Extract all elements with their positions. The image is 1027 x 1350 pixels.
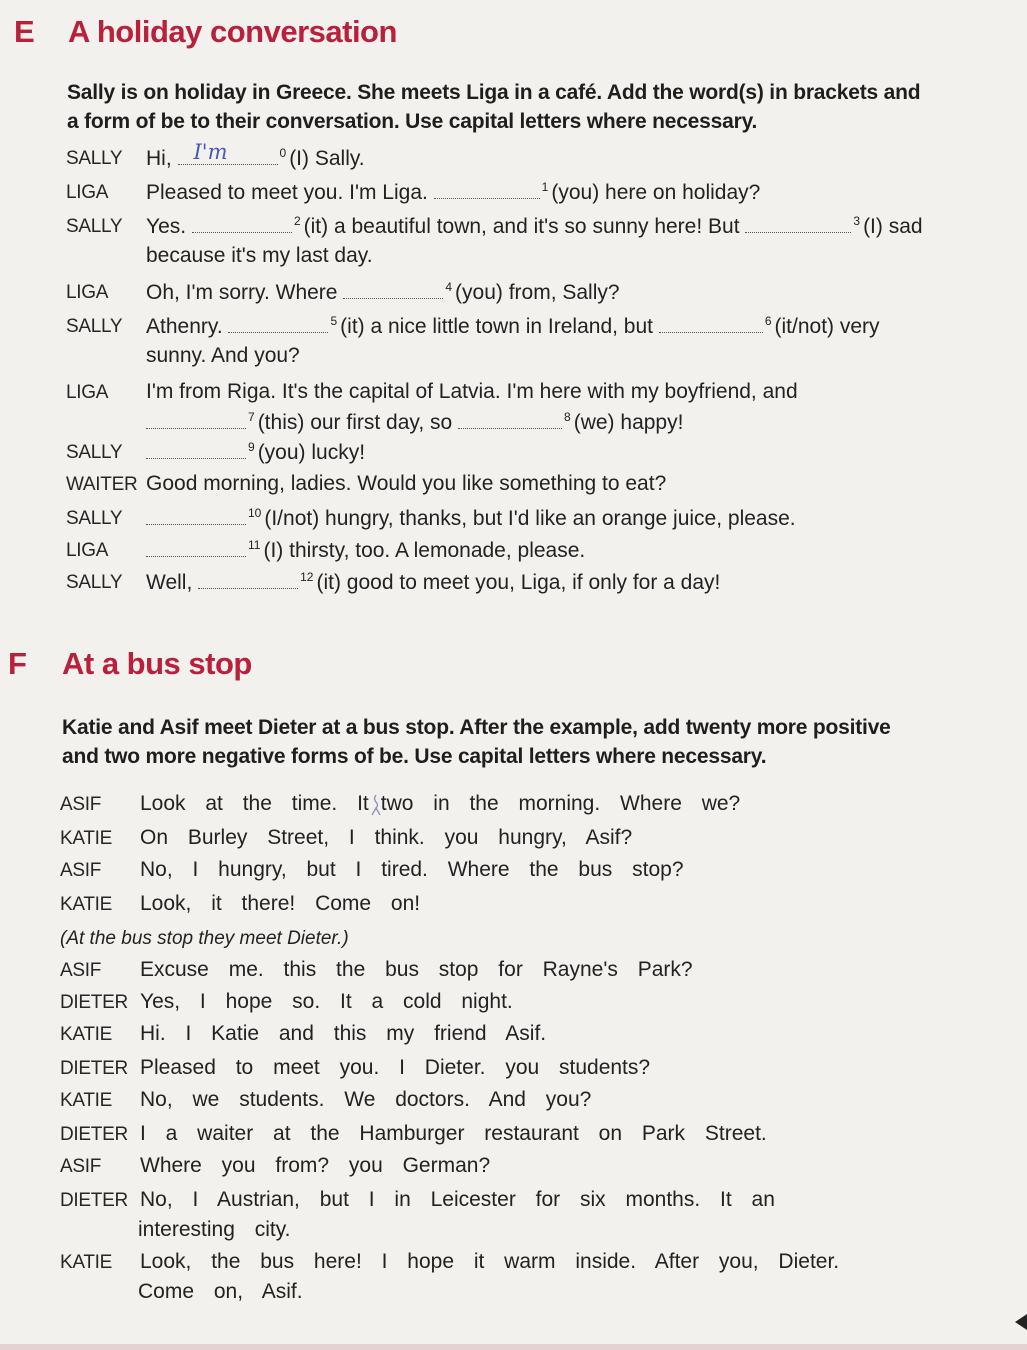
example-answer: I'm [193,140,228,164]
dialogue-line [0,1154,1000,1186]
answer-blank[interactable] [192,214,292,233]
question-number: 0 [279,146,287,160]
dialogue-content [140,1188,775,1212]
dialogue-text: Good morning, ladies. Would you like something to eat? [146,472,667,495]
speaker-name: SALLY [66,216,123,237]
speaker-name: SALLY [66,148,123,169]
section-letter: E [14,14,35,49]
dialogue-text: (it) good to meet you, Liga, if only for a day! [316,571,721,594]
dialogue-text: Pleased to meet you. I Dieter. you students? [140,1056,651,1079]
question-number: 5 [330,314,338,328]
dialogue-line [0,892,1000,924]
answer-blank[interactable] [458,410,562,429]
dialogue-line [0,314,1000,346]
insertion-caret-icon [371,793,379,815]
speaker-name: SALLY [66,442,123,463]
dialogue-text: Hi, [146,147,178,170]
question-number: 3 [853,214,861,228]
speaker-name: ASIF [60,960,102,981]
speaker-name: KATIE [60,1024,112,1045]
dialogue-text: (I/not) hungry, thanks, but I'd like an orange juice, please. [264,507,796,530]
speaker-name: KATIE [60,828,112,849]
speaker-name: SALLY [66,572,123,593]
dialogue-text: Pleased to meet you. I'm Liga. [146,181,434,204]
instruction-line: a form of be to their conversation. Use capital letters where necessary. [67,110,758,133]
dialogue-text: Yes, I hope so. It a cold night. [140,990,513,1013]
speaker-name: SALLY [66,508,123,529]
section-f-heading [8,646,508,690]
section-f-instructions [62,713,891,771]
dialogue-content [140,892,420,916]
speaker-name: DIETER [60,1058,128,1079]
dialogue-continuation [146,410,683,435]
dialogue-line [0,570,1000,602]
section-f-dialogue [0,790,1027,1330]
speaker-name: KATIE [60,1090,112,1111]
dialogue-content [146,506,796,531]
answer-blank[interactable] [343,280,443,299]
dialogue-content [146,280,620,305]
dialogue-text: (you) here on holiday? [551,181,761,204]
answer-blank[interactable] [434,180,540,199]
dialogue-line [0,858,1000,890]
question-number: 2 [293,214,301,228]
answer-blank[interactable] [146,410,246,429]
speaker-name: DIETER [60,1190,128,1211]
answer-blank[interactable] [228,314,328,333]
dialogue-text: two in the morning. Where we? [380,792,741,815]
dialogue-text: Look, the bus here! I hope it warm inside. After you, Dieter. [140,1250,840,1273]
section-title: At a bus stop [62,646,252,681]
speaker-name: SALLY [66,316,123,337]
answer-blank[interactable] [745,214,851,233]
dialogue-text: (I) thirsty, too. A lemonade, please. [263,539,586,562]
question-number: 8 [564,410,571,424]
dialogue-content [140,1056,650,1080]
dialogue-content [146,314,880,339]
question-number: 12 [300,570,314,584]
dialogue-content [140,826,632,850]
dialogue-content [140,958,693,982]
answer-blank[interactable] [146,440,246,459]
dialogue-text: (it/not) very [774,315,880,338]
dialogue-text: (you) lucky! [257,441,366,464]
question-number: 6 [764,314,772,328]
dialogue-content [146,180,760,205]
speaker-name: LIGA [66,540,109,561]
answer-blank[interactable] [659,314,763,333]
dialogue-content [140,1250,839,1274]
speaker-name: KATIE [60,1252,112,1273]
dialogue-line [0,792,1000,824]
dialogue-text: I a waiter at the Hamburger restaurant on Park Street. [140,1122,767,1145]
dialogue-text: Look at the time. It [140,792,369,815]
section-title: A holiday conversation [68,14,397,49]
dialogue-line [0,1122,1000,1154]
dialogue-text: Athenry. [146,315,229,338]
dialogue-line [0,538,1000,570]
question-number: 1 [541,180,549,194]
dialogue-line [0,1056,1000,1088]
dialogue-content [146,380,798,404]
speaker-name: WAITER [66,474,138,495]
dialogue-text: (it) a beautiful town, and it's so sunny here! But [303,215,746,238]
page-corner-arrow-icon [1015,1314,1027,1330]
dialogue-content [146,140,365,171]
dialogue-text: No, we students. We doctors. And you? [140,1088,592,1111]
dialogue-continuation: Come on, Asif. [138,1280,303,1303]
dialogue-line [0,826,1000,858]
dialogue-content [146,538,585,563]
dialogue-content [140,1088,591,1112]
dialogue-line [0,380,1000,412]
speaker-name: ASIF [60,794,102,815]
dialogue-text: Well, [146,571,199,594]
dialogue-content [140,858,684,882]
dialogue-line [0,1088,1000,1120]
dialogue-text: (this) our first day, so [257,411,459,434]
speaker-name: KATIE [60,894,112,915]
dialogue-text: No, I hungry, but I tired. Where the bus stop? [140,858,684,881]
dialogue-text: Where you from? you German? [140,1154,491,1177]
instruction-line: Sally is on holiday in Greece. She meets Liga in a café. Add the word(s) in brackets and [67,81,921,104]
dialogue-text: On Burley Street, I think. you hungry, Asif? [140,826,633,849]
dialogue-content [146,440,365,465]
dialogue-line [0,990,1000,1022]
dialogue-line [0,472,1000,504]
dialogue-text: (you) from, Sally? [455,281,620,304]
dialogue-continuation: because it's my last day. [146,244,373,267]
section-e-heading [14,14,514,58]
question-number: 4 [445,280,453,294]
dialogue-content [140,1122,767,1146]
example-answer-blank[interactable] [178,140,278,165]
dialogue-line [0,1022,1000,1054]
dialogue-text: I'm from Riga. It's the capital of Latvia. I'm here with my boyfriend, and [146,380,798,403]
dialogue-content [140,1022,546,1046]
section-e-dialogue [0,140,1027,616]
dialogue-line [0,180,1000,212]
dialogue-line [0,280,1000,312]
section-letter: F [8,646,27,681]
stage-direction: (At the bus stop they meet Dieter.) [60,928,349,949]
dialogue-text: Yes. [146,215,192,238]
speaker-name: ASIF [60,860,102,881]
dialogue-line [0,1188,1000,1220]
instruction-line: and two more negative forms of be. Use capital letters where necessary. [62,745,767,768]
page-bottom-edge [0,1344,1027,1350]
dialogue-text: Excuse me. this the bus stop for Rayne's Park? [140,958,693,981]
dialogue-text: (I) Sally. [289,147,365,170]
instruction-line: Katie and Asif meet Dieter at a bus stop. After the example, add twenty more positive [62,716,891,739]
question-number: 11 [248,538,261,552]
dialogue-line [0,958,1000,990]
speaker-name: LIGA [66,382,109,403]
question-number: 7 [248,410,255,424]
dialogue-content [140,1154,490,1178]
answer-blank[interactable] [198,570,298,589]
dialogue-continuation: interesting city. [138,1218,291,1241]
dialogue-text: Hi. I Katie and this my friend Asif. [140,1022,547,1045]
dialogue-continuation: sunny. And you? [146,344,300,367]
dialogue-text: Oh, I'm sorry. Where [146,281,344,304]
dialogue-content [146,472,666,496]
speaker-name: DIETER [60,992,128,1013]
dialogue-content [146,570,720,595]
dialogue-text: (I) sad [863,215,923,238]
speaker-name: LIGA [66,282,109,303]
dialogue-line [0,140,1000,178]
dialogue-line [0,440,1000,472]
question-number: 9 [248,440,255,454]
speaker-name: LIGA [66,182,109,203]
dialogue-line [0,1250,1000,1282]
dialogue-text: (it) a nice little town in Ireland, but [340,315,659,338]
question-number: 10 [248,506,262,520]
dialogue-line [0,214,1000,246]
dialogue-text: Look, it there! Come on! [140,892,421,915]
answer-blank[interactable] [146,506,246,525]
dialogue-content [140,792,740,816]
speaker-name: ASIF [60,1156,102,1177]
section-e-instructions [67,78,920,136]
dialogue-content [140,990,513,1014]
answer-blank[interactable] [146,538,246,557]
dialogue-text: (we) happy! [573,411,684,434]
speaker-name: DIETER [60,1124,128,1145]
dialogue-content [146,214,923,239]
dialogue-text: No, I Austrian, but I in Leicester for six months. It an [140,1188,775,1211]
dialogue-line [0,506,1000,538]
